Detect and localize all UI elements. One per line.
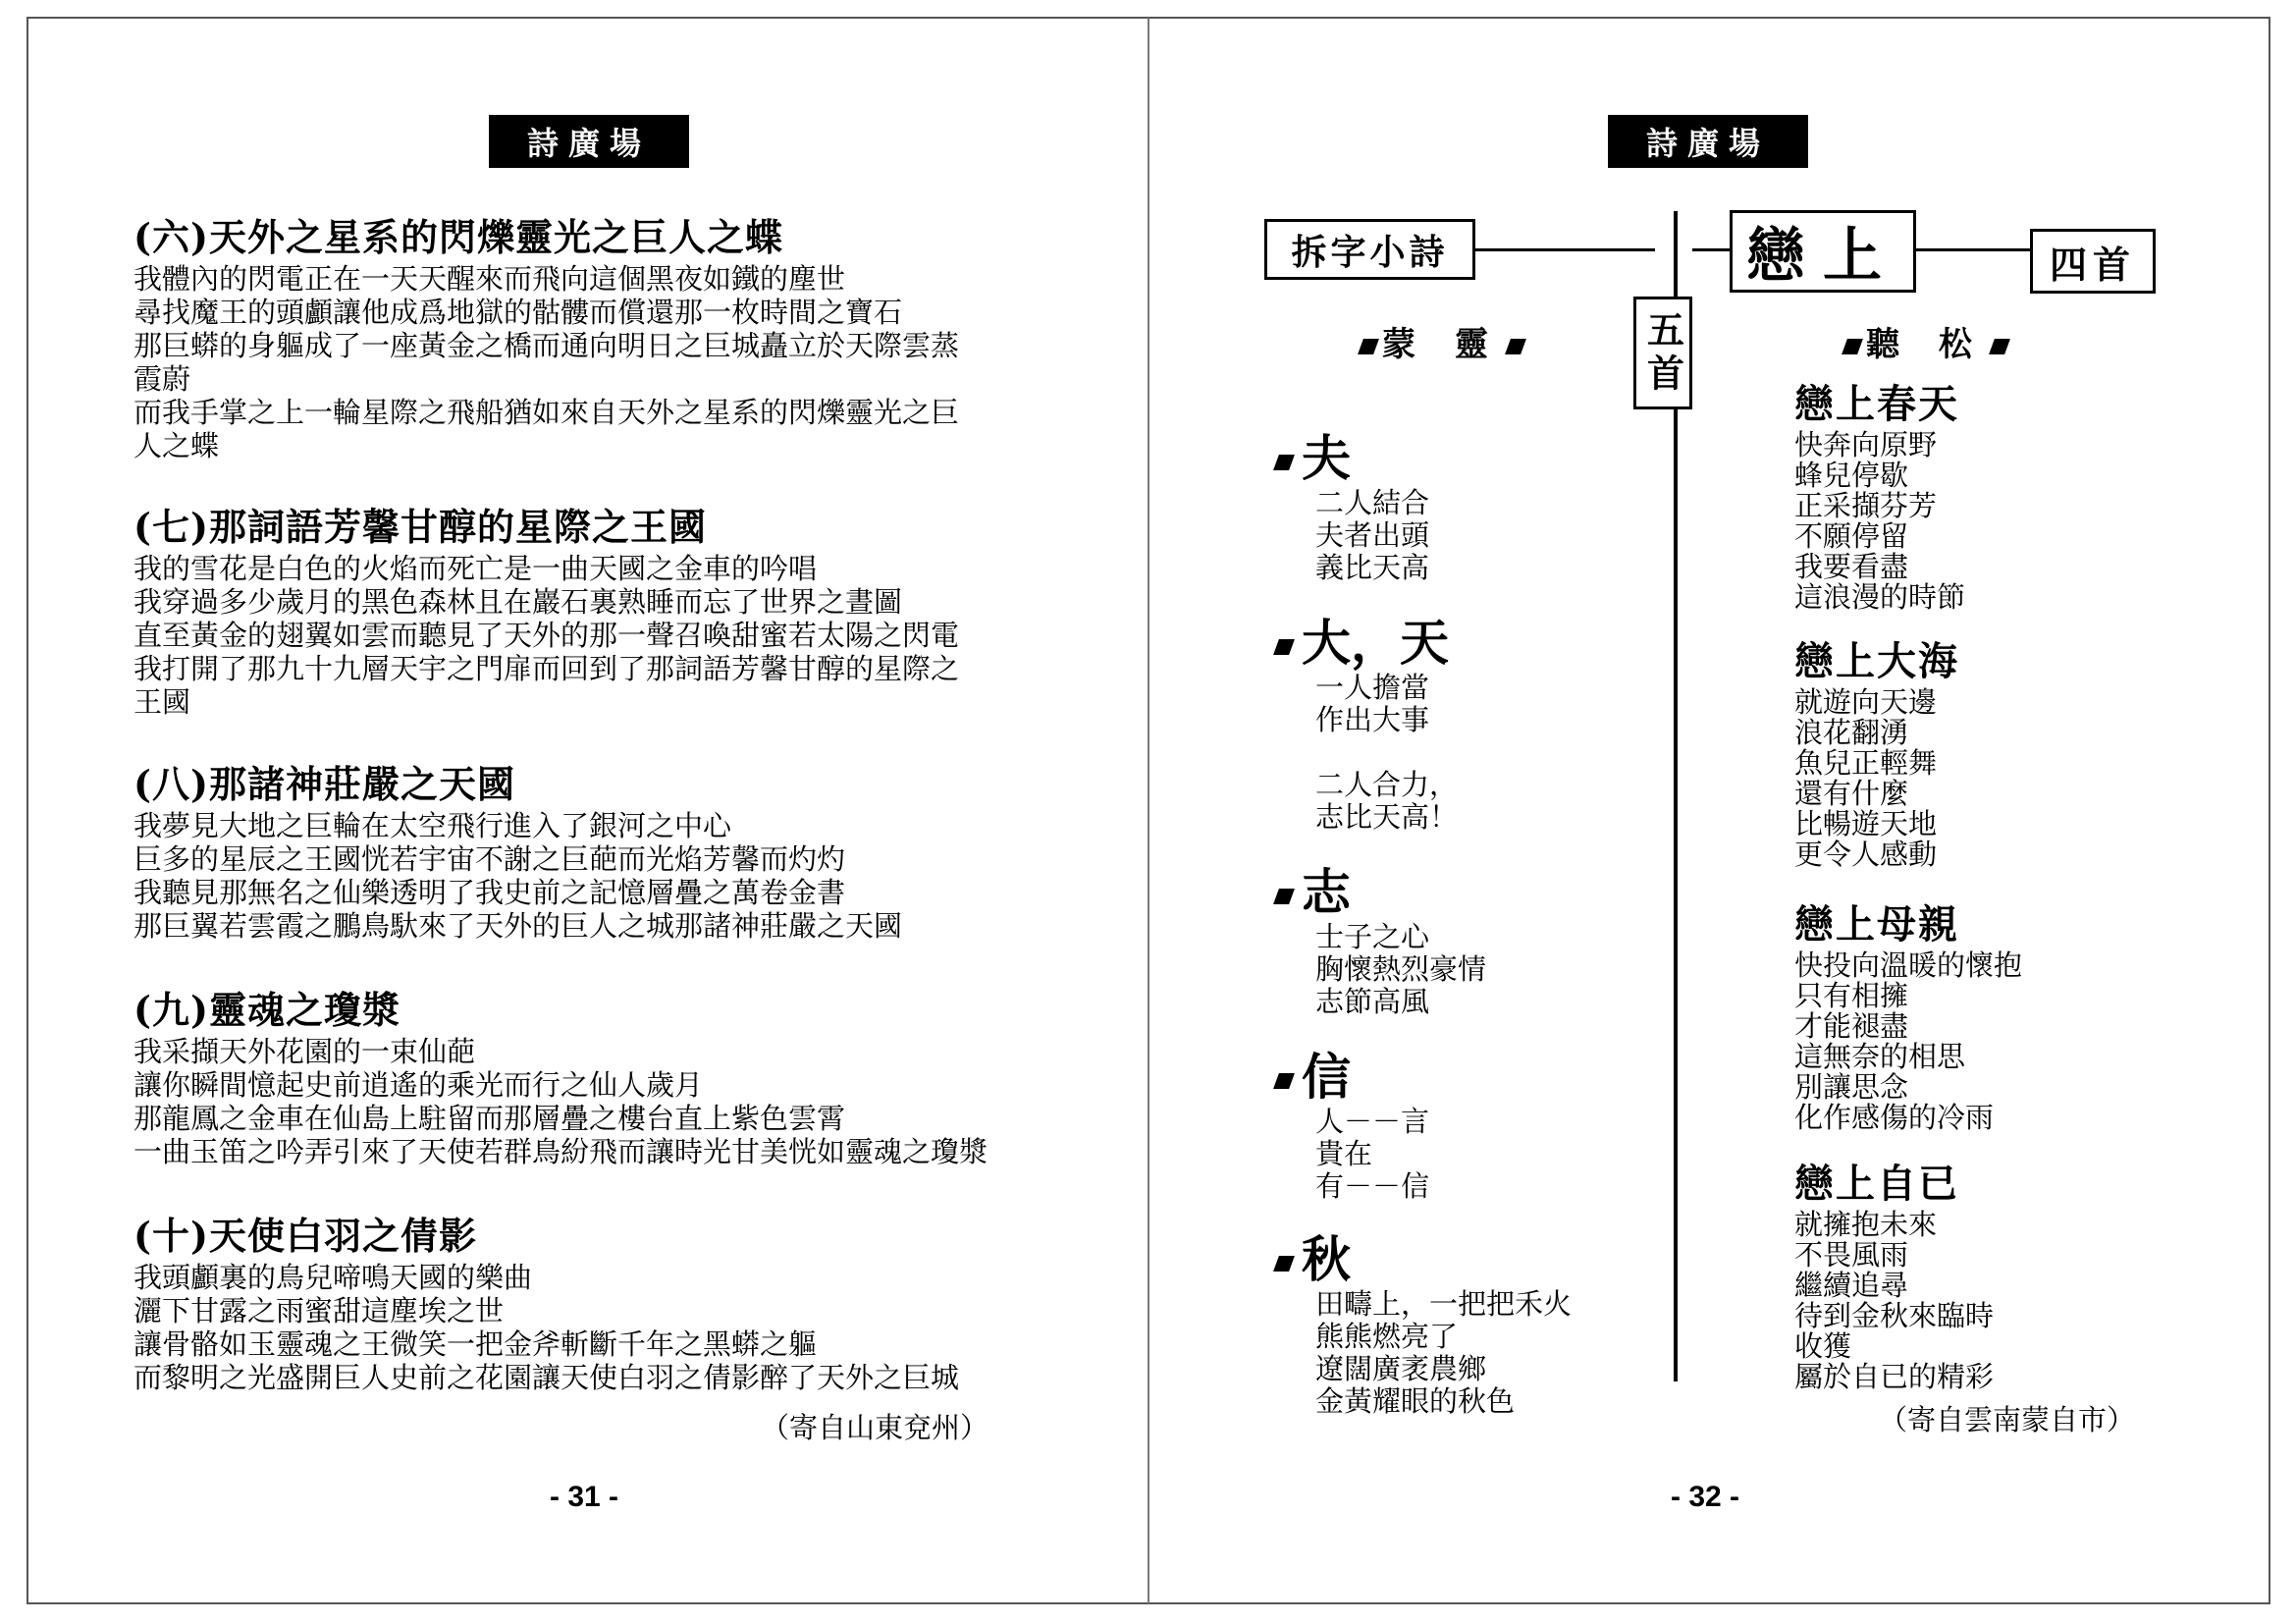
poem-line: 我要看盡 xyxy=(1794,550,1909,583)
character-poem-title: 秋 xyxy=(1302,1230,1351,1288)
poem-line: 二人合力， xyxy=(1315,768,1459,801)
poem-line: 我采擷天外花園的一束仙葩 xyxy=(133,1035,476,1068)
bullet-square-icon xyxy=(1273,639,1295,655)
poem-line: 熊熊燃亮了 xyxy=(1315,1320,1459,1353)
love-poem xyxy=(1794,1159,2167,1392)
connector-line xyxy=(1692,248,1730,251)
poem-line: 我打開了那九十九層天宇之門扉而回到了那詞語芳馨甘醇的星際之 xyxy=(133,652,960,685)
poem-line: 一人擔當 xyxy=(1315,671,1430,704)
bullet-square-icon xyxy=(1273,1073,1295,1089)
poem-line: 田疇上，一把把禾火 xyxy=(1315,1287,1573,1321)
poem-line: 還有什麼 xyxy=(1794,777,1909,810)
count-box-left: 五首 xyxy=(1633,297,1692,409)
poem-title: (六)天外之星系的閃爍靈光之巨人之蝶 xyxy=(133,215,783,259)
poem-line: 浪花翻湧 xyxy=(1794,716,1909,749)
poem-line: 灑下甘露之雨蜜甜這塵埃之世 xyxy=(133,1294,505,1327)
poem-line: 收獲 xyxy=(1794,1329,1852,1363)
poem-line: 王國 xyxy=(133,685,191,719)
page-divider xyxy=(1148,18,1149,1603)
poem-line: 一曲玉笛之吟弄引來了天使若群鳥紛飛而讓時光甘美恍如靈魂之瓊漿 xyxy=(133,1135,988,1168)
poem-line: 我體內的閃電正在一天天醒來而飛向這個黑夜如鐵的塵世 xyxy=(133,262,846,296)
character-poem-title: 信 xyxy=(1302,1048,1351,1106)
poem-line: 不願停留 xyxy=(1794,519,1909,553)
character-poem xyxy=(1276,430,1649,584)
poem-source-credit: （寄自山東兗州） xyxy=(761,1411,989,1444)
column-title-box-left: 拆字小詩 xyxy=(1264,219,1475,280)
author-right xyxy=(1839,317,2013,365)
poem-title: (八)那諸神莊嚴之天國 xyxy=(133,762,515,806)
poem-lines xyxy=(133,262,1056,462)
poem-line: 蜂兒停歇 xyxy=(1794,459,1909,492)
poem-line xyxy=(1315,736,1649,769)
bullet-square-icon xyxy=(1505,339,1526,354)
poem-line: 尋找魔王的頭顱讓他成爲地獄的骷髏而償還那一枚時間之寶石 xyxy=(133,296,903,329)
character-poem xyxy=(1276,1049,1649,1203)
poem-line: 胸懷熱烈豪情 xyxy=(1315,952,1487,986)
poem-line: 快奔向原野 xyxy=(1794,428,1938,461)
poem-source-credit: （寄自雲南蒙自市） xyxy=(1879,1403,2136,1436)
love-poem-title: 戀上春天 xyxy=(1794,381,1959,427)
poem-line: 巨多的星辰之王國恍若宇宙不謝之巨葩而光焰芳馨而灼灼 xyxy=(133,842,846,876)
poem-line: 這浪漫的時節 xyxy=(1794,580,1966,614)
author-name: 蒙 靈 xyxy=(1382,325,1502,364)
section-header-left: 詩廣場 xyxy=(489,115,689,168)
poem-line: 志節高風 xyxy=(1315,985,1430,1018)
bullet-square-icon xyxy=(1273,889,1295,904)
poem-eight xyxy=(133,760,1056,943)
poem-line: 我的雪花是白色的火焰而死亡是一曲天國之金車的吟唱 xyxy=(133,552,818,585)
page-number-left: - 31 - xyxy=(550,1481,619,1513)
poem-line: 作出大事 xyxy=(1315,703,1430,736)
bullet-square-icon xyxy=(1842,339,1863,354)
connector-line xyxy=(1475,248,1655,251)
poem-line: 這無奈的相思 xyxy=(1794,1040,1966,1073)
poem-line: 讓骨骼如玉靈魂之王微笑一把金斧斬斷千年之黑蟒之軀 xyxy=(133,1327,818,1361)
poem-title: (七)那詞語芳馨甘醇的星際之王國 xyxy=(133,505,707,549)
poem-line: 二人結合 xyxy=(1315,486,1430,519)
poem-line: 就遊向天邊 xyxy=(1794,685,1938,719)
poem-line: 化作感傷的冷雨 xyxy=(1794,1101,1995,1134)
love-poem-title: 戀上母親 xyxy=(1794,901,1959,947)
poem-line: 繼續追尋 xyxy=(1794,1269,1909,1302)
poem-line: 我夢見大地之巨輪在太空飛行進入了銀河之中心 xyxy=(133,809,732,842)
connector-line xyxy=(1916,248,2030,251)
poem-line: 金黃耀眼的秋色 xyxy=(1315,1384,1516,1418)
character-poem-title: 大，天 xyxy=(1302,614,1449,672)
poem-line: 才能褪盡 xyxy=(1794,1009,1909,1043)
poem-line: 更令人感動 xyxy=(1794,838,1938,871)
column-title-box-right: 戀上 xyxy=(1730,210,1916,293)
poem-line: 只有相擁 xyxy=(1794,979,1909,1012)
character-poem xyxy=(1276,1231,1649,1418)
author-left xyxy=(1355,317,1529,365)
poem-line: 那龍鳳之金車在仙島上駐留而那層疊之樓台直上紫色雲霄 xyxy=(133,1102,846,1135)
character-poem xyxy=(1276,615,1649,834)
page-number-right: - 32 - xyxy=(1671,1481,1740,1513)
poem-line: 那巨翼若雲霞之鵬鳥馱來了天外的巨人之城那諸神莊嚴之天國 xyxy=(133,909,903,943)
bullet-square-icon xyxy=(1273,455,1295,470)
poem-line: 義比天高 xyxy=(1315,551,1430,584)
poem-line: 志比天高！ xyxy=(1315,800,1459,834)
poem-line: 屬於自已的精彩 xyxy=(1794,1360,1995,1393)
poem-line: 魚兒正輕舞 xyxy=(1794,746,1938,780)
poem-line: 不畏風雨 xyxy=(1794,1238,1909,1272)
poem-seven xyxy=(133,503,1056,719)
love-poem-title: 戀上自已 xyxy=(1794,1161,1959,1207)
poem-line: 有－－信 xyxy=(1315,1169,1430,1203)
poem-line: 夫者出頭 xyxy=(1315,518,1430,552)
love-poem xyxy=(1794,379,2167,613)
poem-lines xyxy=(133,1035,1056,1168)
poem-line: 直至黃金的翅翼如雲而聽見了天外的那一聲召喚甜蜜若太陽之閃電 xyxy=(133,619,960,652)
poem-line: 正采擷芬芳 xyxy=(1794,489,1938,522)
poem-line: 我聽見那無名之仙樂透明了我史前之記憶層疊之萬卷金書 xyxy=(133,876,846,909)
poem-line: 快投向溫暖的懷抱 xyxy=(1794,948,2023,982)
poem-line: 人－－言 xyxy=(1315,1105,1430,1138)
poem-lines xyxy=(133,1261,1056,1394)
section-header-right: 詩廣場 xyxy=(1608,115,1808,168)
poem-title: (十)天使白羽之倩影 xyxy=(133,1214,477,1258)
poem-line: 那巨蟒的身軀成了一座黃金之橋而通向明日之巨城矗立於天際雲蒸 xyxy=(133,329,960,362)
poem-line: 霞蔚 xyxy=(133,362,191,396)
bullet-square-icon xyxy=(1989,339,2010,354)
poem-line: 而我手掌之上一輪星際之飛船猶如來自天外之星系的閃爍靈光之巨 xyxy=(133,396,960,429)
poem-six xyxy=(133,213,1056,462)
poem-title: (九)靈魂之瓊漿 xyxy=(133,988,400,1032)
bullet-square-icon xyxy=(1358,339,1379,354)
author-name: 聽 松 xyxy=(1866,325,1986,364)
poem-line: 比暢遊天地 xyxy=(1794,807,1938,840)
poem-lines xyxy=(133,552,1056,719)
poem-ten xyxy=(133,1212,1056,1394)
poem-nine xyxy=(133,986,1056,1168)
love-poem-title: 戀上大海 xyxy=(1794,638,1959,684)
poem-line: 而黎明之光盛開巨人史前之花園讓天使白羽之倩影醉了天外之巨城 xyxy=(133,1361,960,1394)
poem-line: 士子之心 xyxy=(1315,920,1430,953)
poem-line: 別讓思念 xyxy=(1794,1070,1909,1104)
count-box-right: 四首 xyxy=(2030,229,2156,294)
love-poem xyxy=(1794,899,2167,1133)
poem-line: 就擁抱未來 xyxy=(1794,1208,1938,1241)
poem-line: 遼闊廣袤農鄉 xyxy=(1315,1352,1487,1385)
character-poem-title: 夫 xyxy=(1302,429,1351,487)
character-poem xyxy=(1276,864,1649,1018)
love-poem xyxy=(1794,636,2167,870)
poem-line: 我頭顱裏的鳥兒啼鳴天國的樂曲 xyxy=(133,1261,533,1294)
poem-line: 人之蝶 xyxy=(133,429,220,462)
poem-line: 貴在 xyxy=(1315,1137,1373,1170)
character-poem-title: 志 xyxy=(1302,863,1351,921)
poem-line: 待到金秋來臨時 xyxy=(1794,1299,1995,1332)
poem-lines xyxy=(133,809,1056,943)
bullet-square-icon xyxy=(1273,1256,1295,1272)
poem-line: 讓你瞬間憶起史前逍遙的乘光而行之仙人歲月 xyxy=(133,1068,704,1102)
poem-line: 我穿過多少歲月的黑色森林且在巖石裏熟睡而忘了世界之晝圖 xyxy=(133,585,903,619)
